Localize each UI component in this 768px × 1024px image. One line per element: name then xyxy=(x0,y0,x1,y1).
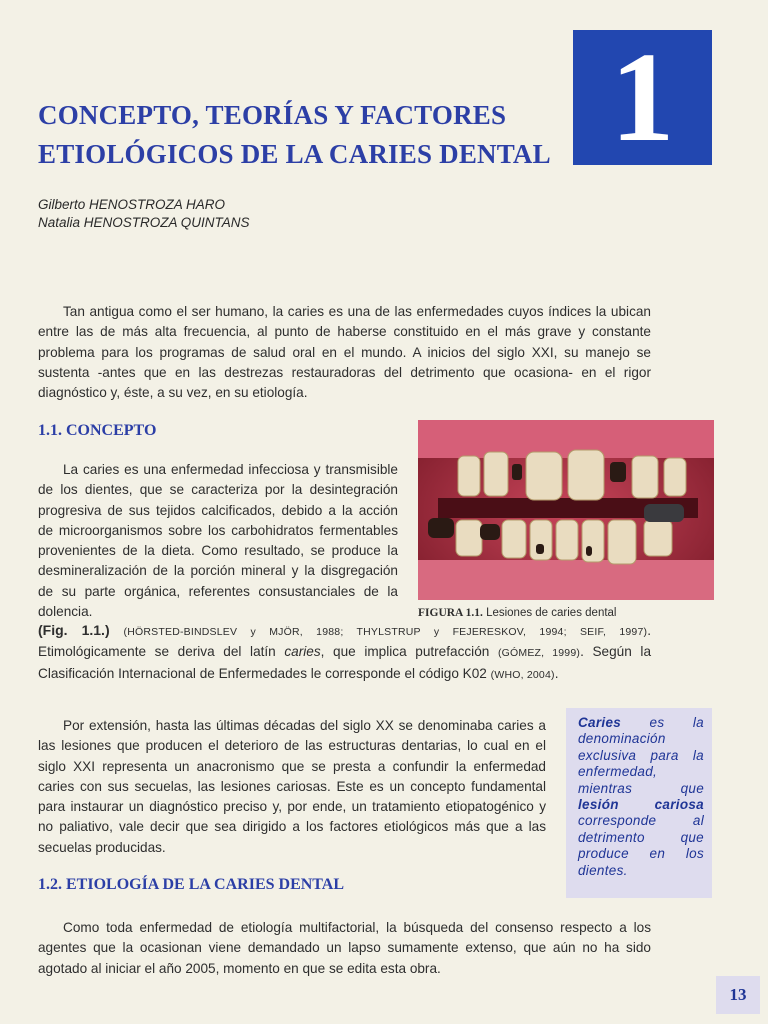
dental-caries-photo xyxy=(418,420,714,600)
citation: (WHO, 2004) xyxy=(490,668,555,681)
sidebar-text: corresponde al detrimento que produce en los dientes. xyxy=(578,813,704,878)
text-run: . Según la Clasificación Internacional de Enfermedades le corresponde el código K02 xyxy=(38,644,651,681)
figure-caption xyxy=(418,607,718,619)
text-run: , que implica putrefacción xyxy=(320,644,490,660)
chapter-title xyxy=(38,96,558,174)
citation: (GÓMEZ, 1999) xyxy=(497,647,581,660)
chapter-title-line-1: CONCEPTO, TEORÍAS Y FACTORES xyxy=(38,100,507,130)
section-1-heading: 1.1. CONCEPTO xyxy=(38,422,157,439)
section-2-heading: 1.2. ETIOLOGÍA DE LA CARIES DENTAL xyxy=(38,876,344,893)
concept-paragraph-1: La caries es una enfermedad infecciosa y transmisible de los dientes, que se caracteriza por la desintegración progresiva de sus tejidos calcificados, debido a la acción de microorganismos sobre los carbohidratos fermentables provenientes de la dieta. Como resultado, se produce la desmineralización de la porción mineral y la disgregación de su parte orgánica, referentes consustanciales de la dolencia. xyxy=(38,462,398,620)
teeth-illustration xyxy=(418,420,714,600)
intro-paragraph: Tan antigua como el ser humano, la caries es una de las enfermedades cuyos índices la ubican entre las de más alta frecuencia, al punto de haberse constituido en el más grave y constante problema para los programas de salud oral en el mundo. A inicios del siglo XXI, su manejo se sustenta -antes que en las destrezas restauradoras del detrimento que ocasiona- en el rigor diagnóstico y, éste, a su vez, en su etiología. xyxy=(38,304,651,401)
sidebar-term-caries: Caries xyxy=(578,715,622,730)
sidebar-text: es la denominación exclusiva para la enfermedad, mientras que xyxy=(578,715,704,796)
author-2: Natalia HENOSTROZA QUINTANS xyxy=(38,215,250,230)
concept-paragraph-3: Por extensión, hasta las últimas décadas del siglo XX se denominaba caries a las lesiones que producen el deterioro de las estructuras dentarias, lo cual en el siglo XXI representa un anacronismo que se presta a confundir la enfermedad caries con sus secuelas, las lesiones cariosas. Este es un concepto fundamental para instaurar un diagnóstico preciso y, por ende, un tratamiento etiopatogénico y no paliativo, vale decir que sea dirigido a los factores etiológicos más que a las secuelas producidas. xyxy=(38,718,546,855)
sidebar-term-lesion: lesión cariosa xyxy=(578,797,704,813)
authors xyxy=(38,196,250,232)
chapter-number-badge: 1 xyxy=(573,30,712,165)
chapter-title-line-2: ETIOLÓGICOS DE LA CARIES DENTAL xyxy=(38,139,551,169)
figure-reference: (Fig. 1.1.) xyxy=(38,622,110,638)
latin-term: caries xyxy=(284,644,321,660)
text-run: . Etimológicamente se deriva del latín xyxy=(38,623,651,660)
citation: (HÖRSTED-BINDSLEV y MJÖR, 1988; THYLSTRUP y FEJERESKOV, 1994; SEIF, 1997) xyxy=(123,626,648,638)
figure-label: FIGURA 1.1. xyxy=(418,607,483,619)
etiology-paragraph-1: Como toda enfermedad de etiología multifactorial, la búsqueda del consenso respecto a los agentes que la ocasionan viene demandado un lapso sumamente extenso, que aún no ha sido agotado al iniciar el año 2005, momento en que se edita esta obra. xyxy=(38,920,651,976)
definition-sidebar xyxy=(566,708,712,898)
author-1: Gilberto HENOSTROZA HARO xyxy=(38,197,226,212)
concept-paragraph-2: (Fig. 1.1.) (HÖRSTED-BINDSLEV y MJÖR, 1988; THYLSTRUP y FEJERESKOV, 1994; SEIF, 1997). Etimológicamente se deriva del latín caries, que implica putrefacción (GÓMEZ, 1999). Según la Clasificación Internacional de Enfermedades le corresponde el código K02 (WHO, 2004). xyxy=(38,622,651,681)
figure-caption-text: Lesiones de caries dental xyxy=(486,607,617,619)
page-number: 13 xyxy=(716,976,760,1014)
